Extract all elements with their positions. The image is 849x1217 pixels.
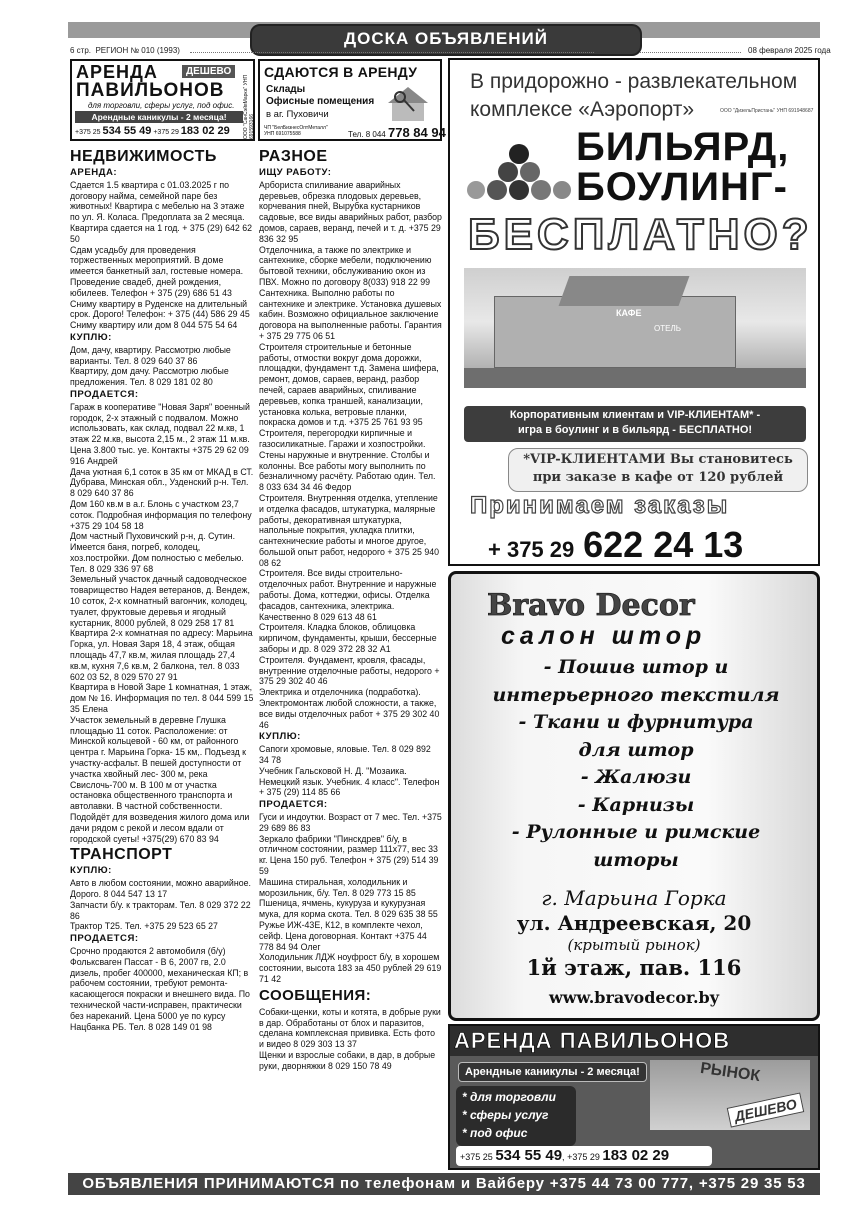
column-misc — [259, 146, 442, 1072]
ad-pavilions-top — [70, 59, 255, 141]
list-item: Щенки и взрослые собаки, в дар, в добрые руки, дворняжки 8 029 150 78 49 — [259, 1049, 436, 1071]
header-rule-right — [640, 52, 741, 53]
ad-airport — [448, 58, 820, 566]
list-item: * под офис — [462, 1126, 528, 1140]
subheading-sell: ПРОДАЕТСЯ: — [70, 388, 139, 400]
market-sign: РЫНОК — [699, 1059, 762, 1086]
building-sign-cafe: КАФЕ — [616, 308, 642, 318]
page-number: 6 стр. РЕГИОН № 010 (1993) — [70, 46, 180, 55]
list-item: Холодильник ЛДЖ ноуфрост б/у, в хорошем состоянии, высота 183 за 450 рублей 29 619 71 42 — [259, 952, 442, 984]
ad-airport-title1: БИЛЬЯРД, — [576, 125, 790, 169]
ad-rent-phone: Тел. 8 044 778 84 94 — [348, 125, 446, 140]
list-item: Электрика и отделочника (подработка). Электромонтаж любой сложности, а также, все виды отделочных работ + 375 29 302 40 46 — [259, 687, 440, 730]
list-item: Строителя. Внутренняя отделка, утепление и отделка фасадов, штукатурка, малярные работы, декоративная штукатурка, напольные покрытия, укладка плитки, сантехнические работы и многое другое, большой опыт работ, недорого + 375 25 940 08 62 — [259, 492, 440, 568]
section-title: ДОСКА ОБЪЯВЛЕНИЙ — [250, 24, 642, 56]
list-item: - Карнизы — [577, 793, 695, 816]
ad-pavilions-bottom-bullets — [456, 1086, 576, 1146]
ad-pavilions-bottom — [448, 1024, 820, 1170]
list-item: Сантехника. Выполню работы по сантехнике и электрике. Установка душевых кабин. Возможно официальное заключение договора на выполненные работы. Гарантия + 375 29 775 06 51 — [259, 287, 442, 341]
list-item: Земельный участок дачный садоводческое товарищество Надея ветеранов, д. Вендеж, 10 соток, 2-х комнатный вагончик, колодец, туалет, фруктовые деревья и ягодный кустарник, 8000 рублей, 8 029 258 17 81 — [70, 574, 250, 628]
ad-airport-legal: ООО "ДизельПристань" УНП 691948687 — [720, 108, 814, 114]
ad-airport-free: БЕСПЛАТНО? — [468, 210, 813, 259]
list-item: интерьерного текстиля — [492, 683, 780, 706]
list-item: Квартира 2-х комнатная по адресу: Марьина Горка, ул. Новая Заря 18, 4 этаж, общая площадь 47,7 кв.м, жилая площадь 27,4 кв.м, кухня 7,6 кв.м, 2 балкона, тел. 8 033 602 03 52, 8 029 570 27 91 — [70, 628, 253, 682]
list-item: - Жалюзи — [580, 766, 692, 788]
list-item: Дом, дачу, квартиру. Рассмотрю любые варианты. Тел. 8 029 640 37 86 — [70, 344, 231, 366]
heading-realty: НЕДВИЖИМОСТЬ — [70, 148, 217, 165]
list-item: Пшеница, ячмень, кукуруза и кукурузная мука, для корма скота. Тел. 8 029 635 38 55 — [259, 898, 438, 920]
subheading-transport-sell: ПРОДАЕТСЯ: — [70, 933, 139, 945]
list-item: Запчасти б/у. к тракторам. Тел. 8 029 372 22 86 — [70, 899, 251, 921]
column-realty-transport — [70, 146, 254, 1032]
heading-misc: РАЗНОЕ — [259, 148, 328, 165]
ad-bravo-street: ул. Андреевская, 20 — [516, 911, 752, 935]
ad-airport-title2: БОУЛИНГ- — [576, 165, 788, 209]
ad-rent-line3: в аг. Пуховичи — [266, 109, 329, 120]
ad-pavilions-bottom-phones: +375 25 534 55 49, +375 29 183 02 29 — [456, 1146, 712, 1166]
ad-rent — [258, 59, 446, 141]
list-item: Сдам усадьбу для проведения торжественных мероприятий. В доме имеется банкетный зал, гостевые номера. Проведение свадеб, дней рождения, юбилеев. Телефон + 375 (29) 686 51 43 — [70, 244, 244, 298]
ad-bravo-decor — [448, 571, 820, 1021]
building-ground — [464, 368, 806, 388]
ad-pavilions-title1: АРЕНДА — [76, 62, 158, 82]
list-item: Дом 160 кв.м в а.г. Блонь с участком 23,7 соток. Подробная информация по телефону +375 29 104 58 18 — [70, 498, 252, 531]
ad-airport-orders: Принимаем заказы — [470, 492, 730, 519]
list-item: Машина стиральная, холодильник и морозильник, б/у. Тел. 8 029 773 15 85 — [259, 876, 416, 898]
ad-pavilions-bottom-title: АРЕНДА ПАВИЛЬОНОВ — [454, 1028, 731, 1053]
subheading-buy: КУПЛЮ: — [259, 731, 301, 743]
list-item: Срочно продаются 2 автомобиля (б/у) Фольксваген Пассат - В 6, 2007 гв, 2.0 дизель, пробег 400000, механическая КП; в рабочем состоянии, требуют ремонта-касающегося покраски и внешнего вида. По технической части-исправен, практически без нареканий. Цена 5000 уе по курсу Нацбанка РБ. Тел. 8 028 149 01 98 — [70, 945, 250, 1032]
ad-pavilions-phones: +375 25 534 55 49 +375 29 183 02 29 — [75, 125, 230, 137]
list-item: Авто в любом состоянии, можно аварийное. Дорого. 8 044 547 13 17 — [70, 878, 251, 899]
heading-transport: ТРАНСПОРТ — [70, 846, 173, 864]
list-item: Строителя. Кладка блоков, облицовка кирпичом, фундаменты, крыши, бессерные заборы и др. 8 029 372 28 32 А1 — [259, 622, 437, 655]
building-roof — [559, 276, 690, 306]
building-photo — [464, 268, 806, 388]
ad-rent-line1: Склады — [266, 84, 306, 95]
list-item: Трактор Т25. Тел. +375 29 523 65 27 — [70, 921, 218, 932]
list-item: Отделочника, а также по электрике и сантехнике, сборке мебели, подключению бытовой техники, обслуживанию окон из ПВХ. Можно по договору 8(033) 918 22 99 — [259, 244, 432, 287]
list-item: Строителя строительные и бетонные работы, отмостки вокруг дома дорожки, площадки, фундамент т.д. Замена шифера, ремонт, домов, сараев, веранд, разбор печей, сараев аварийных, спиливание деревьев, копка траншей, канализации, установка колька, ветровые планки, покраска домов и т.д. +375 25 761 93 95 — [259, 341, 439, 428]
ad-airport-phone: + 375 29 622 24 13 — [488, 524, 744, 565]
list-item: шторы — [593, 848, 679, 871]
cheap-badge: ДЕШЕВО — [182, 65, 235, 78]
list-item: - Пошив штор и — [543, 656, 729, 678]
list-item: Гуси и индоутки. Возраст от 7 мес. Тел. +375 29 689 86 83 — [259, 812, 442, 833]
ad-bravo-sub: салон штор — [501, 622, 707, 650]
list-item: Квартира в Новой Заре 1 комнатная, 1 этаж, дом № 16. Информация по тел. 8 044 599 15 35 Елена — [70, 682, 254, 715]
heading-messages: СООБЩЕНИЯ: — [259, 986, 372, 1004]
list-item: Учебник Гальсковой Н. Д. "Мозаика. Немецкий язык. Учебник. 4 класс". Телефон + 375 (29) 114 85 66 — [259, 765, 440, 798]
ad-bravo-market: (крытый рынок) — [567, 936, 701, 954]
ad-airport-corporate: Корпоративным клиентам и VIP-КЛИЕНТАМ* - игра в боулинг и в бильярд - БЕСПЛАТНО! — [464, 406, 806, 442]
building-facade — [494, 296, 736, 368]
list-item: Строителя. Фундамент, кровля, фасады, внутренние отделочные работы, недорого + 375 29 302 40 46 — [259, 654, 440, 687]
ad-rent-legal: ЧП "БелБизнесОптМеталл" УНП 691075588 — [264, 125, 328, 137]
list-item: Сапоги хромовые, яловые. Тел. 8 029 892 34 78 — [259, 744, 431, 766]
house-keys-icon — [380, 81, 435, 123]
list-item: Сдается 1.5 квартира с 01.03.2025 г по договору найма, семейной паре без животных! Квартира с мебелью на 3 этаже по ул. Я. Коласа. Предоплата за 2 месяца. Квартира сдается на 1 год. + 375 (29) 642 62 50 — [70, 179, 252, 244]
subheading-rent: АРЕНДА: — [70, 167, 118, 178]
ad-pavilions-subtitle: для торговли, сферы услуг, под офис. — [88, 101, 235, 110]
ad-bravo-city: г. Марьина Горка — [541, 886, 727, 910]
list-item: * сферы услуг — [462, 1108, 549, 1122]
list-item: Ружье ИЖ-43Е, К12, в комплекте чехол, сейф. Цена договорная. Контакт +375 44 778 84 94 Олег — [259, 919, 427, 952]
building-sign-hotel: ОТЕЛЬ — [654, 324, 681, 333]
ad-bravo-services — [461, 654, 811, 874]
ad-bravo-floor: 1й этаж, пав. 116 — [526, 955, 742, 980]
ad-rent-title: СДАЮТСЯ В АРЕНДУ — [264, 64, 418, 80]
list-item: Участок земельный в деревне Глушка площадью 11 соток. Расположение: от Минской кольцевой - 60 км, от районного центра г. Марьина Горка- 15 км,. Подъезд к участку-асфальт. В пешей доступности от участка хвойный лес- 300 м, река Свислочь-700 м. В 100 м от участка остановка общественного транспорта и автолавки. В частной собственности. Подойдёт для возведения жилого дома или дачи рядом с рекой и лесом вдали от городской суеты! +375(29) 670 83 94 — [70, 714, 250, 844]
list-item: - Рулонные и римские — [511, 821, 761, 843]
list-item: Строителя, перегородки кирпичные и газосиликатные. Гаражи и хозпостройки. Стены наружные и внутренние. Столбы и колонны. Все работы могу выполнить по безналичному расчёту. Работаю один. Тел. 8 033 634 34 46 Федор — [259, 428, 436, 493]
ad-rent-line2: Офисные помещения — [266, 96, 375, 107]
list-item: Арбориста спиливание аварийных деревьев, обрезка плодовых деревьев, корчевания пней, Вырубка кустарников садовые, все виды аварийных работ, разбор домов, сараев, веранд, печей и т. д. +375 29 836 32 95 — [259, 179, 442, 244]
ad-airport-line2: комплексе «Аэропорт» — [470, 98, 695, 121]
list-item: Гараж в кооперативе "Новая Заря" военный городок, 2-х этажный с подвалом. Можно использовать, как склад, подвал 22 м.кв, 1 этаж 22 м.кв, высота 2,15 м., 2 этаж 11 м.кв. Цена 3.800 тыс. уе. Контакты +375 29 62 09 916 Андрей — [70, 401, 250, 466]
subheading-work: ИЩУ РАБОТУ: — [259, 167, 332, 178]
list-item: для штор — [578, 738, 694, 761]
list-item: Дача уютная 6,1 соток в 35 км от МКАД в СТ. Дубрава, Минская обл., Узденский р-н. Тел. 8 029 640 37 86 — [70, 466, 254, 499]
footer-contacts: ОБЪЯВЛЕНИЯ ПРИНИМАЮТСЯ по телефонам и Вайберу +375 44 73 00 777, +375 29 35 53 005 — [68, 1173, 820, 1195]
list-item: Дом частный Пуховичский р-н, д. Сутин. Имеется баня, погреб, колодец, хоз.постройки. Дом полностью с мебелью. Тел. 8 029 336 97 68 — [70, 531, 244, 574]
ad-bravo-brand: Bravo Decor — [487, 588, 695, 623]
ad-pavilions-promo: Арендные каникулы - 2 месяца! — [75, 111, 243, 123]
list-item: Строителя. Все виды строительно-отделочных работ. Внутренние и наружные работы. Дома, коттеджи, офисы. Отделка фасадов, сантехника, электрика. Качественно 8 029 613 48 61 — [259, 568, 437, 622]
ad-pavilions-legal: ООО "СанСэйвМарка" УНП 691593166 — [243, 74, 255, 139]
issue-date: 08 февраля 2025 года — [748, 46, 831, 55]
subheading-sell: ПРОДАЕТСЯ: — [259, 799, 328, 811]
list-item: Сниму квартиру в Руденске на длительный срок. Дорого! Телефон: + 375 (44) 586 29 45 — [70, 298, 250, 320]
list-item: Сниму квартиру или дом 8 044 575 54 64 — [70, 320, 238, 331]
billiard-balls-icon — [464, 140, 574, 202]
ad-airport-vip: *VIP-КЛИЕНТАМИ Вы становитесь при заказе в кафе от 120 рублей — [508, 448, 808, 492]
ad-bravo-site[interactable]: www.bravodecor.by — [548, 988, 720, 1007]
list-item: Зеркало фабрики "Пинскдрев" б/у, в отличном состоянии, размер 111х77, вес 33 кг. Цена 150 руб. Телефон + 375 (29) 514 39 59 — [259, 833, 439, 876]
subheading-buy: КУПЛЮ: — [70, 331, 112, 343]
list-item: Собаки-щенки, коты и котята, в добрые руки в дар. Обработаны от блох и паразитов, сделана комплексная прививка. Есть фото и видео 8 029 303 13 37 — [259, 1006, 441, 1050]
list-item: Квартиру, дом дачу. Рассмотрю любые предложения. Тел. 8 029 181 02 80 — [70, 366, 229, 388]
subheading-transport-buy: КУПЛЮ: — [70, 865, 112, 877]
ad-pavilions-bottom-promo: Арендные каникулы - 2 месяца! — [458, 1062, 647, 1082]
header-rule-left — [190, 52, 594, 53]
ad-pavilions-bottom-badge: ДЕШЕВО — [727, 1092, 805, 1127]
list-item: * для торговли — [462, 1090, 556, 1104]
ad-airport-line1: В придорожно - развлекательном — [470, 70, 798, 93]
list-item: - Ткани и фурнитура — [518, 711, 754, 733]
ad-pavilions-title2: ПАВИЛЬОНОВ — [76, 80, 225, 101]
